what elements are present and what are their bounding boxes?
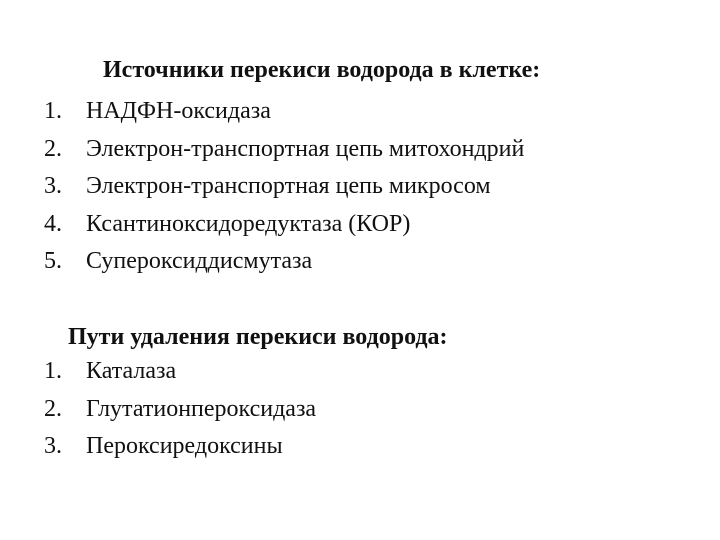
sources-heading: Источники перекиси водорода в клетке: <box>103 57 541 83</box>
list-item-text: Супероксиддисмутаза <box>86 248 313 274</box>
list-item-text: Пероксиредоксины <box>86 433 283 459</box>
removal-heading: Пути удаления перекиси водорода: <box>68 324 448 350</box>
list-item-number: 2. <box>44 395 62 422</box>
list-item-text: Глутатионпероксидаза <box>86 395 317 422</box>
list-item-text: Ксантиноксидоредуктаза (КОР) <box>86 210 411 237</box>
list-item-text: Электрон-транспортная цепь митохондрий <box>86 135 525 162</box>
list-item-text: Электрон-транспортная цепь микросом <box>86 173 491 199</box>
list-item-number: 1. <box>44 98 62 124</box>
list-item-number: 4. <box>44 210 62 237</box>
list-item-text: НАДФН-оксидаза <box>86 98 271 124</box>
list-item-number: 3. <box>44 173 62 199</box>
list-item-text: Каталаза <box>86 358 177 384</box>
list-item-number: 1. <box>44 358 62 384</box>
list-item-number: 5. <box>44 248 62 274</box>
list-item-number: 2. <box>44 135 62 162</box>
list-item-number: 3. <box>44 433 62 459</box>
